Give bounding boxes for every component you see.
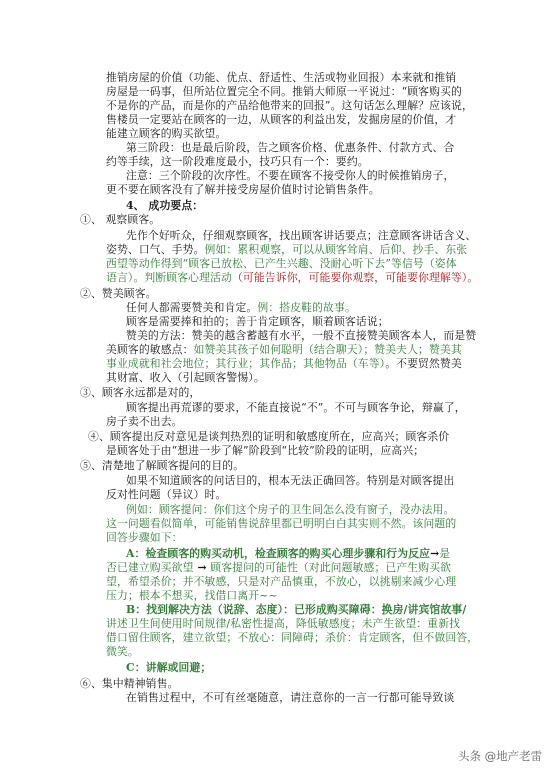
text-line (106, 575, 478, 588)
text-line (106, 127, 478, 140)
text-line (126, 474, 498, 487)
text-span: 例如：顾客提问：你们这个房子的卫生间怎么没有窗子，没办法用。 (126, 503, 455, 516)
text-span: 微笑。 (106, 645, 139, 658)
text-span: 约等手续，这一阶段难度最小，技巧只有一个：要约。 (106, 155, 369, 168)
text-span: 房屋是一码事，但所站位置完全不同。推销大师原一平说过：“顾客购买的 (106, 85, 462, 98)
text-line (126, 301, 498, 314)
text-line (80, 287, 452, 300)
text-line (126, 661, 498, 674)
text-span: 是 (439, 547, 451, 560)
text-span: 顾客提出再荒谬的要求，不能直接说“不”。不可与顾客争论，辩赢了， (126, 401, 466, 414)
text-span: ④、顾客提出反对意见是谈判热烈的证明和敏感度所在，应高兴；顾客杀价 (88, 430, 450, 443)
text-span: ②、赞美顾客。 (80, 287, 157, 300)
text-span: 不是你的产品，而是你的产品给他带来的回报”。这句话怎么理解？应该说， (106, 99, 473, 112)
text-span: B：找到解决方法（说辞、态度）：已形成购买障碍：换房/讲宾馆故事/ (126, 603, 467, 616)
watermark: 头条 @地产老雷 (458, 749, 543, 763)
text-span: 顾客是需要捧和拍的；善于肯定顾客，顺着顾客话说； (126, 315, 389, 328)
text-span: 其财富、收入（引起顾客警惕）。 (106, 371, 265, 384)
text-line (106, 589, 478, 602)
text-span: 讲述卫生间使用时间规律/私密性提高，降低敏感度；未产生欲望：重新找 (106, 617, 461, 630)
text-span: 否已建立购买欲望 (106, 561, 194, 574)
text-span: 望，希望杀价；并不敏感，只是对产品慎重，不放心，以挑剔来减少心理 (106, 575, 457, 588)
text-span: 语言）。判断顾客心理活动 (106, 271, 232, 284)
text-span: 顾客提问的可能性（对此问题敏感；已产生购买欲 (206, 561, 452, 574)
text-span: 推销房屋的价值（功能、优点、舒适性、生活或物业回报）本来就和推销 (106, 71, 457, 84)
text-line (80, 386, 452, 399)
text-span: 先作个好听众，仔细观察顾客，找出顾客讲话要点；注意顾客讲话含义、 (126, 229, 477, 242)
text-line (126, 229, 498, 242)
text-line (126, 503, 498, 516)
text-line (126, 691, 498, 704)
text-line (106, 488, 478, 501)
text-line (126, 401, 498, 414)
text-line (106, 561, 478, 574)
text-span: 售楼员一定要站在顾客的一边，从顾客的利益出发，发掘房屋的价值，才 (106, 113, 457, 126)
text-line (106, 155, 478, 168)
text-line (126, 603, 498, 616)
text-line (126, 315, 498, 328)
text-line (106, 113, 478, 126)
text-span: 在销售过程中，不可有丝毫随意，请注意你的一言一行都可能导致谈 (126, 691, 455, 704)
text-line (80, 459, 452, 472)
text-span: 注意：三个阶段的次序性。不要在顾客不接受你人的时候推销房子， (126, 169, 455, 182)
text-span: 4、 成功要点： (126, 199, 204, 212)
text-span: 任何人都需要赞美和肯定。 (126, 301, 258, 314)
text-line (106, 617, 478, 630)
text-line (88, 430, 460, 443)
text-span: 例：搭皮鞋的故事。 (257, 301, 356, 314)
text-line (106, 444, 478, 457)
text-span: 借口留住顾客，建立欲望；不放心：同障碍；杀价：肯定顾客，但不做回答， (106, 631, 479, 644)
text-line (106, 357, 478, 370)
text-line (106, 85, 478, 98)
text-line (106, 415, 478, 428)
text-span: 压力；根本不想买，找借口离开~~ (106, 589, 278, 602)
text-span: 姿势、口气、手势。 (106, 243, 205, 256)
text-line (106, 243, 478, 256)
text-span: → (193, 561, 207, 574)
text-line (106, 271, 478, 284)
text-span: 回答步骤如下： (106, 531, 183, 544)
text-span: 能建立顾客的购买欲望。 (106, 127, 227, 140)
text-line (106, 517, 478, 530)
text-line (126, 199, 498, 212)
text-span: → (430, 547, 440, 560)
text-span: ⑤、清楚地了解顾客提问的目的。 (80, 459, 245, 472)
text-span: 第三阶段：也是最后阶段，告之顾客价格、优惠条件、付款方式、合 (126, 141, 455, 154)
text-line (106, 343, 478, 356)
text-span: 这一问题看似简单，可能销售说辞里都已明明白白其实则不然。该问题的 (106, 517, 457, 530)
text-line (126, 141, 498, 154)
text-span: 西望等动作得到“顾客已放松、已产生兴趣、没耐心听下去”等信号（姿体 (106, 257, 457, 270)
text-line (106, 183, 478, 196)
text-line (106, 257, 478, 270)
text-line (106, 645, 478, 658)
text-span: 更不要在顾客没有了解并接受房屋价值时讨论销售条件。 (106, 183, 380, 196)
text-span: 房子卖不出去。 (106, 415, 183, 428)
text-span: 例如：累积观察，可以从顾客耸肩、后仰、抄手、东张 (204, 243, 468, 256)
text-line (106, 531, 478, 544)
text-span: ⑥、集中精神销售。 (80, 677, 179, 690)
text-span: 是顾客处于由“想进一步了解”阶段到“比较”阶段的证明，应高兴； (106, 444, 425, 457)
text-span: 事业成就和社会地位；其行业；其作品；其他物品（车等） (106, 357, 386, 370)
text-line (106, 631, 478, 644)
text-span: 美顾客的敏感点： (106, 343, 194, 356)
text-span: 。不要贸然赞美 (385, 357, 462, 370)
text-span: C：讲解或回避； (126, 661, 212, 674)
text-span: A：检查顾客的购买动机，检查顾客的购买心理步骤和行为反应 (126, 547, 431, 560)
text-span: ③、顾客永远都是对的， (80, 386, 201, 399)
text-line (80, 677, 452, 690)
text-span: ①、 观察顾客。 (80, 213, 161, 226)
text-span: 如赞美其孩子如何聪明（结合聊天）；赞美夫人；赞美其 (193, 343, 462, 356)
text-line (106, 99, 478, 112)
text-span: （可能告诉你，可能要你观察，可能要你理解等）。 (231, 271, 479, 284)
text-span: 反对性问题（异议）时。 (106, 488, 227, 501)
text-span: 如果不知道顾客的问话目的，根本无法正确回答。特别是对顾客提出 (126, 474, 455, 487)
text-line (106, 371, 478, 384)
text-line (80, 213, 452, 226)
text-line (106, 71, 478, 84)
text-span: 赞美的方法：赞美的越含蓄越有水平，一般不直接赞美顾客本人，而是赞 (126, 329, 477, 342)
text-line (126, 547, 498, 560)
text-line (126, 169, 498, 182)
text-line (126, 329, 498, 342)
